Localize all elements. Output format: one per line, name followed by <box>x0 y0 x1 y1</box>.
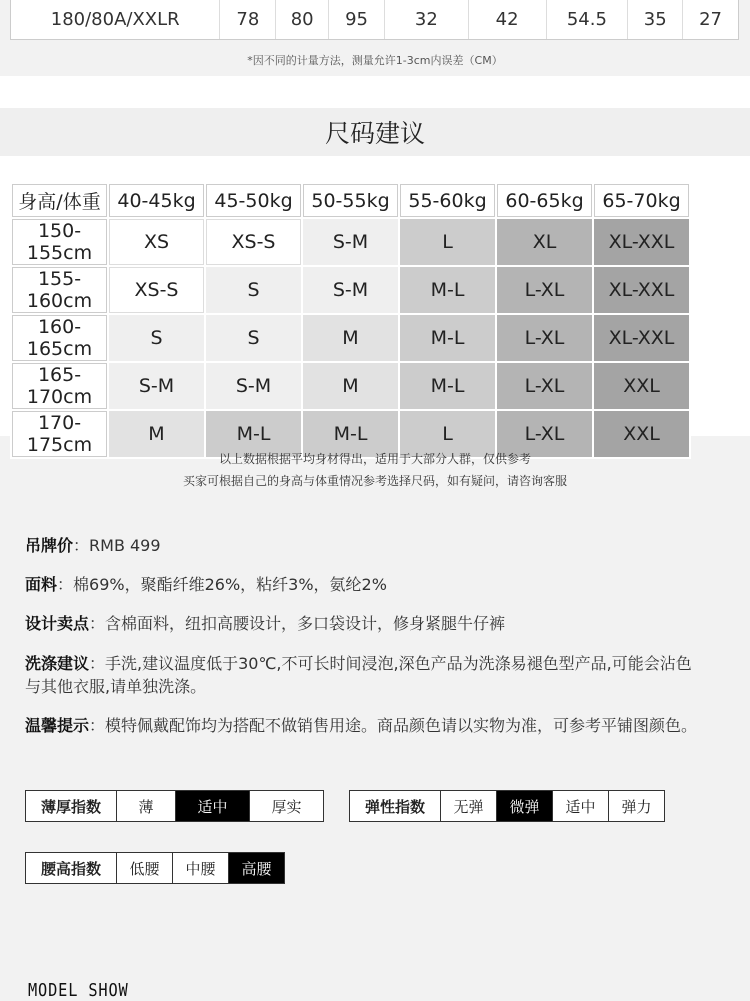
size-cell: L-XL <box>497 363 592 409</box>
note-line: 以上数据根据平均身材得出，适用于大部分人群，仅供参考 <box>218 452 531 466</box>
thickness-label: 薄厚指数 <box>25 790 117 822</box>
height-header: 160-165cm <box>12 315 107 361</box>
tip-value: ：模特佩戴配饰均为搭配不做销售用途。商品颜色请以实物为准，可参考平铺图颜色。 <box>89 716 698 735</box>
price-info <box>25 534 705 557</box>
size-cell: XL-XXL <box>594 267 689 313</box>
size-cell: M <box>303 315 398 361</box>
elasticity-label: 弹性指数 <box>349 790 441 822</box>
weight-header: 65-70kg <box>594 184 689 217</box>
elasticity-index <box>349 790 665 822</box>
waist-index <box>25 852 285 884</box>
size-cell: S-M <box>303 267 398 313</box>
size-cell: XXL <box>594 411 689 457</box>
tip-info <box>25 714 705 737</box>
size-cell: XL-XXL <box>594 219 689 265</box>
size-cell: M-L <box>400 363 495 409</box>
weight-header: 45-50kg <box>206 184 301 217</box>
height-header: 155-160cm <box>12 267 107 313</box>
waist-option: 低腰 <box>116 852 173 884</box>
size-cell: M-L <box>206 411 301 457</box>
fabric-info <box>25 573 705 596</box>
size-cell: XXL <box>594 363 689 409</box>
height-header: 170-175cm <box>12 411 107 457</box>
fabric-label: 面料 <box>25 575 58 594</box>
divider <box>0 76 750 108</box>
size-cell: S-M <box>206 363 301 409</box>
measure-cell: 32 <box>385 0 469 39</box>
elasticity-option: 适中 <box>552 790 609 822</box>
size-cell: S <box>109 315 204 361</box>
weight-header: 40-45kg <box>109 184 204 217</box>
elasticity-option-selected: 微弹 <box>496 790 553 822</box>
size-cell: S <box>206 315 301 361</box>
size-table <box>10 182 691 459</box>
measure-cell: 42 <box>469 0 547 39</box>
size-cell: XS-S <box>109 267 204 313</box>
tip-label: 温馨提示 <box>25 716 90 735</box>
size-cell: S <box>206 267 301 313</box>
elasticity-option: 弹力 <box>608 790 665 822</box>
price-value: ：RMB 499 <box>73 536 161 555</box>
size-cell: L <box>400 411 495 457</box>
weight-header: 55-60kg <box>400 184 495 217</box>
size-cell: XL <box>497 219 592 265</box>
wash-value: ：手洗,建议温度低于30℃,不可长时间浸泡,深色产品为洗涤易褪色型产品,可能会沾色与其他衣服,请单独洗涤。 <box>25 654 692 696</box>
design-value: ：含棉面料，纽扣高腰设计，多口袋设计，修身紧腿牛仔裤 <box>89 614 506 633</box>
measurement-row <box>10 0 739 40</box>
thickness-index <box>25 790 324 822</box>
design-info <box>25 612 705 635</box>
size-cell: S-M <box>109 363 204 409</box>
weight-header: 50-55kg <box>303 184 398 217</box>
size-cell: M-L <box>400 315 495 361</box>
waist-label: 腰高指数 <box>25 852 117 884</box>
size-cell: XS <box>109 219 204 265</box>
table-corner: 身高/体重 <box>12 184 107 217</box>
height-header: 150-155cm <box>12 219 107 265</box>
waist-option-selected: 高腰 <box>228 852 285 884</box>
measurement-section <box>0 0 750 76</box>
measure-cell: 54.5 <box>547 0 629 39</box>
size-cell: L-XL <box>497 315 592 361</box>
wash-label: 洗涤建议 <box>25 654 90 673</box>
fabric-value: ：棉69%，聚酯纤维26%，粘纤3%，氨纶2% <box>57 575 387 594</box>
thickness-option-selected: 适中 <box>175 790 250 822</box>
size-cell: L <box>400 219 495 265</box>
size-cell: 180/80A/XXLR <box>11 0 220 39</box>
size-cell: S-M <box>303 219 398 265</box>
wash-info <box>25 652 705 698</box>
size-cell: M <box>303 363 398 409</box>
measure-cell: 95 <box>329 0 385 39</box>
thickness-option: 薄 <box>116 790 176 822</box>
size-cell: M <box>109 411 204 457</box>
size-cell: XS-S <box>206 219 301 265</box>
size-cell: L-XL <box>497 411 592 457</box>
section-title: 尺码建议 <box>0 108 750 156</box>
thickness-option: 厚实 <box>249 790 324 822</box>
model-show-heading: MODEL SHOW <box>28 980 129 1001</box>
measure-cell: 78 <box>220 0 276 39</box>
measure-cell: 80 <box>276 0 329 39</box>
height-header: 165-170cm <box>12 363 107 409</box>
price-label: 吊牌价 <box>25 536 74 555</box>
weight-header: 60-65kg <box>497 184 592 217</box>
size-cell: XL-XXL <box>594 315 689 361</box>
note-line: 买家可根据自己的身高与体重情况参考选择尺码，如有疑问，请咨询客服 <box>182 474 567 488</box>
waist-option: 中腰 <box>172 852 229 884</box>
size-cell: M-L <box>400 267 495 313</box>
size-cell: L-XL <box>497 267 592 313</box>
size-table-area <box>0 156 750 456</box>
size-cell: M-L <box>303 411 398 457</box>
size-notes <box>0 448 750 492</box>
measurement-note: *因不同的计量方法，测量允许1-3cm内误差（CM） <box>247 54 503 67</box>
elasticity-option: 无弹 <box>440 790 497 822</box>
design-label: 设计卖点 <box>25 614 90 633</box>
measure-cell: 35 <box>628 0 683 39</box>
measure-cell: 27 <box>699 9 723 30</box>
